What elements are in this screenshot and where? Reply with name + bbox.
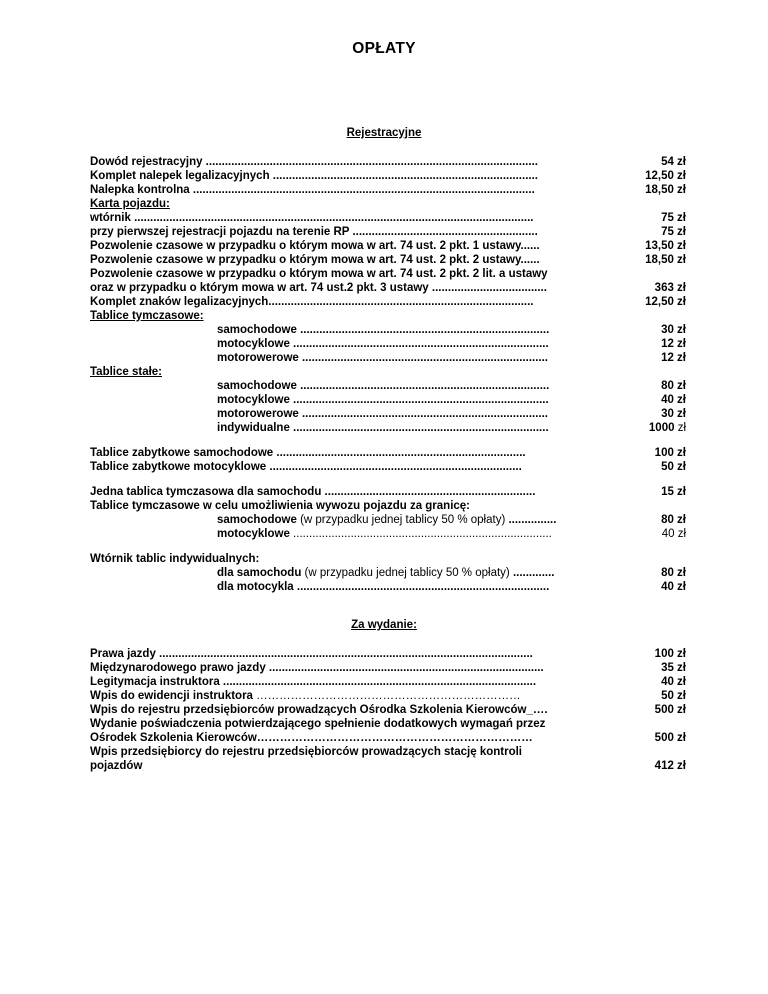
fee-row [0,745,768,759]
fee-label: samochodowe (w przypadku jednej tablicy 50 % opłaty) ............... [217,514,557,526]
fee-label: Ośrodek Szkolenia Kierowców……………………………………………………………… [90,732,533,744]
category-label: Karta pojazdu: [90,198,170,210]
fee-label: Komplet znaków legalizacyjnych................................................................................... [90,296,534,308]
fee-row [0,155,768,169]
fee-price: 100 zł [654,447,686,459]
fee-label: Nalepka kontrolna ........................................................................................................... [90,184,535,196]
fee-row [0,379,768,393]
fee-label: Pozwolenie czasowe w przypadku o którym mowa w art. 74 ust. 2 pkt. 2 ustawy...... [90,254,540,266]
category-label: Tablice tymczasowe: [90,310,204,322]
fee-price: 54 zł [661,156,686,168]
fee-price: 40 zł [661,676,686,688]
fee-price: 18,50 zł [645,254,686,266]
fee-label: motocyklowe ................................................................................ [217,338,549,350]
fee-label: samochodowe .............................................................................. [217,324,550,336]
fee-row [0,281,768,295]
fee-row [0,211,768,225]
fee-price: 412 zł [654,760,686,772]
fee-label: Prawa jazdy ..................................................................................................................... [90,648,533,660]
fee-label: Pozwolenie czasowe w przypadku o którym mowa w art. 74 ust. 2 pkt. 2 lit. a ustawy [90,268,548,280]
fee-row [0,169,768,183]
fee-price: 80 zł [661,567,686,579]
fee-row [0,183,768,197]
fee-row [0,580,768,594]
fee-row [0,703,768,717]
fee-row [0,499,768,513]
fee-row [0,323,768,337]
fee-price: 35 zł [661,662,686,674]
fee-row [0,513,768,527]
fee-price: 13,50 zł [645,240,686,252]
category-heading [0,309,768,323]
fee-price: 500 zł [654,732,686,744]
fee-label: indywidualne ................................................................................ [217,422,549,434]
fee-label: Tablice zabytkowe samochodowe .............................................................................. [90,447,526,459]
fee-label: Tablice tymczasowe w celu umożliwienia wywozu pojazdu za granicę: [90,500,471,512]
fee-row [0,295,768,309]
fee-row [0,552,768,566]
fee-label: samochodowe .............................................................................. [217,380,550,392]
fee-row [0,527,768,541]
category-heading [0,365,768,379]
fee-price: 363 zł [654,282,686,294]
fee-row [0,267,768,281]
fee-price: 12,50 zł [645,170,686,182]
fee-price: 15 zł [661,486,686,498]
fee-label: Dowód rejestracyjny ........................................................................................................ [90,156,538,168]
fee-label: dla motocykla ............................................................................... [217,581,550,593]
fee-price: 50 zł [661,461,686,473]
fee-price: 1000 zł [648,422,686,434]
fee-label: Wpis przedsiębiorcy do rejestru przedsiębiorców prowadzących stację kontroli [90,746,523,758]
fee-label: Pozwolenie czasowe w przypadku o którym mowa w art. 74 ust. 2 pkt. 1 ustawy...... [90,240,540,252]
fee-row [0,661,768,675]
fee-row [0,647,768,661]
fee-label: przy pierwszej rejestracji pojazdu na terenie RP .......................................................... [90,226,538,238]
fee-price: 80 zł [661,514,686,526]
fee-price: 12 zł [661,352,686,364]
fee-label: Międzynarodowego prawo jazdy ...................................................................................... [90,662,544,674]
fee-row [0,717,768,731]
fee-row [0,407,768,421]
fee-row [0,337,768,351]
fee-price: 12 zł [661,338,686,350]
fee-row [0,675,768,689]
fee-label: dla samochodu (w przypadku jednej tablicy 50 % opłaty) ............. [217,567,555,579]
fee-row [0,689,768,703]
fee-price: 75 zł [661,226,686,238]
fee-row [0,253,768,267]
fee-label: motorowerowe ............................................................................. [217,352,549,364]
fee-price: 40 zł [661,394,686,406]
fee-label: Wydanie poświadczenia potwierdzającego spełnienie dodatkowych wymagań przez [90,718,546,730]
fee-price: 40 zł [661,581,686,593]
category-heading [0,197,768,211]
fee-row [0,485,768,499]
fee-row [0,239,768,253]
fee-price: 30 zł [661,408,686,420]
fee-price: 12,50 zł [645,296,686,308]
fee-row [0,225,768,239]
fee-price: 75 zł [661,212,686,224]
fee-price: 18,50 zł [645,184,686,196]
fee-label: motocyklowe ................................................................................ [217,394,549,406]
fee-row [0,759,768,773]
fee-price: 30 zł [661,324,686,336]
page-title: OPŁATY [352,40,416,57]
fee-label: motocyklowe ................................................................................. [217,528,552,540]
section-heading-rejestracyjne: Rejestracyjne [346,127,422,139]
fee-label: motorowerowe ............................................................................. [217,408,549,420]
fee-row [0,393,768,407]
fee-price: 100 zł [654,648,686,660]
fee-row [0,460,768,474]
fee-label: pojazdów [90,760,143,772]
fee-price: 50 zł [661,690,686,702]
fee-label: Legitymacja instruktora .................................................................................................. [90,676,537,688]
fee-row [0,446,768,460]
fee-row [0,566,768,580]
fee-price: 500 zł [654,704,686,716]
fee-label: Wtórnik tablic indywidualnych: [90,553,260,565]
fee-label: Wpis do ewidencji instruktora …………………………………………………………… [90,690,521,702]
fee-label: Komplet nalepek legalizacyjnych ................................................................................... [90,170,538,182]
fee-row [0,351,768,365]
fee-price: 40 zł [661,528,686,540]
fee-row [0,731,768,745]
fee-label: Wpis do rejestru przedsiębiorców prowadzących Ośrodka Szkolenia Kierowców_…. [90,704,548,716]
section-heading-za-wydanie: Za wydanie: [351,619,417,631]
fee-label: Jedna tablica tymczasowa dla samochodu .................................................................. [90,486,536,498]
fee-row [0,421,768,435]
fee-label: oraz w przypadku o którym mowa w art. 74 ust.2 pkt. 3 ustawy .................................... [90,282,547,294]
fee-label: wtórnik ............................................................................................................................. [90,212,534,224]
category-label: Tablice stałe: [90,366,163,378]
fee-label: Tablice zabytkowe motocyklowe ............................................................................... [90,461,522,473]
fee-price: 80 zł [661,380,686,392]
